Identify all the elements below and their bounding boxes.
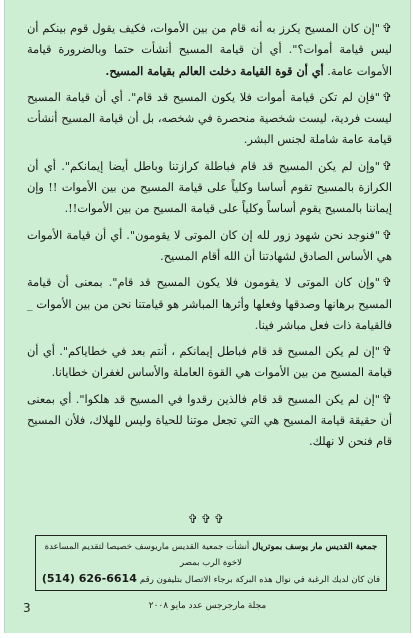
- paragraph-highlight: أي أن قوة القيامة دخلت العالم بقيامة المسيح.: [105, 63, 324, 78]
- article-body: [27, 18, 392, 458]
- paragraph: ✞"إن لم يكن المسيح قد قام فالذين رقدوا في المسيح قد هلكوا". أي بمعنى أن حقيقة قيامة المسيح هي التي تجعل موتنا للحياة وليس للهلاك، فلأن المسيح قام فنحن لا نهلك.: [27, 391, 392, 449]
- notice-contact-text: فان كان لديك الرغبة في نوال هذه البركة برجاء الاتصال بتليفون رقم: [139, 575, 381, 585]
- cross-icon: ✞: [381, 158, 392, 173]
- notice-line-2: [36, 571, 386, 588]
- paragraph: ✞"إن لم يكن المسيح قد قام فباطل إيمانكم ، أنتم بعد في خطاياكم". أي أن قيامة المسيح من بين الأموات هي القوة العاملة والأساس لغفران خطايانا.: [27, 344, 392, 380]
- cross-icon: ✞: [381, 21, 392, 35]
- cross-icon: ✞: [381, 227, 392, 242]
- association-notice-box: [35, 535, 387, 591]
- notice-line-1: [36, 539, 386, 571]
- paragraph-text: فنوجد نحن شهود زور لله إن كان الموتى لا يقومون". أي أن قيامة الأموات هي الأساس الصادق لشهادتنا أن الله أقام المسيح.: [27, 228, 392, 263]
- notice-phone: (514) 626-6614: [41, 572, 137, 585]
- cross-icon: ✞: [381, 89, 392, 104]
- paragraph-text: فإن لم تكن قيامة أموات فلا يكون المسيح قد قام". أي أن قيامة المسيح ليست فردية، ليست شخصية منحصرة في شخصه، بل أن قيامة المسيح أنشأت قيامة عامة شاملة لجنس البشر.: [27, 90, 392, 147]
- paragraph: ✞"إن كان المسيح يكرز به أنه قام من بين الأموات، فكيف يقول قوم بينكم أن ليس قيامة أموات؟". أي أن قيامة المسيح أنشأت حتما وبالضرورة قيامة الأموات عامة. أي أن قوة القيامة دخلت العالم بقيامة المسيح.: [27, 21, 392, 78]
- paragraph-text: إن كان المسيح يكرز به أنه قام من بين الأموات، فكيف يقول قوم بينكم أن ليس قيامة أموات؟". أي أن قيامة المسيح أنشأت حتما وبالضرورة قيامة الأموات عامة.: [27, 22, 392, 78]
- paragraph-text: إن لم يكن المسيح قد قام فباطل إيمانكم ، أنتم بعد في خطاياكم". أي أن قيامة المسيح من بين الأموات هي القوة العاملة والأساس لغفران خطايانا.: [27, 345, 392, 380]
- paragraph: ✞"فإن لم تكن قيامة أموات فلا يكون المسيح قد قام". أي أن قيامة المسيح ليست فردية، ليست شخصية منحصرة في شخصه، بل أن قيامة المسيح أنشأت قيامة عامة شاملة لجنس البشر.: [27, 89, 392, 147]
- paragraph-text: إن لم يكن المسيح قد قام فالذين رقدوا في المسيح قد هلكوا". أي بمعنى أن حقيقة قيامة المسيح هي التي تجعل موتنا للحياة وليس للهلاك، فلأن المسيح قام فنحن لا نهلك.: [27, 392, 392, 449]
- paragraph-text: وإن كان الموتى لا يقومون فلا يكون المسيح قد قام". بمعنى أن قيامة المسيح برهانها وصدقها وفعلها وأثرها المباشر هو قيامتنا نحن من بين الأموات _ فالقيامة ذات فعل مباشر فينا.: [27, 276, 392, 332]
- page: [4, 0, 411, 633]
- cross-icon: ✞: [381, 391, 392, 406]
- notice-title: جمعية القديس مار يوسف بموتريال: [252, 542, 378, 552]
- paragraph-text: وإن لم يكن المسيح قد قام فباطلة كرازتنا وباطل أيضا إيمانكم". أي أن الكرازة بالمسيح تقوم أساسا وكلياً على قيامة المسيح من بين الأموات !! وإن إيماننا بالمسيح يقوم أساساً وكلياً على قيامة المسيح من بين الأموات!!.: [27, 159, 392, 216]
- cross-icon: ✞: [381, 275, 392, 290]
- paragraph: ✞"وإن كان الموتى لا يقومون فلا يكون المسيح قد قام". بمعنى أن قيامة المسيح برهانها وصدقها وفعلها وأثرها المباشر هو قيامتنا نحن من بين الأموات _ فالقيامة ذات فعل مباشر فينا.: [27, 275, 392, 332]
- paragraph: ✞"وإن لم يكن المسيح قد قام فباطلة كرازتنا وباطل أيضا إيمانكم". أي أن الكرازة بالمسيح تقوم أساسا وكلياً على قيامة المسيح من بين الأموات !! وإن إيماننا بالمسيح يقوم أساساً وكلياً على قيامة المسيح من بين الأموات!!.: [27, 158, 392, 216]
- magazine-footer: مجلة مارجرجس عدد مايو ٢٠٠٨: [148, 601, 267, 611]
- paragraph: ✞"فنوجد نحن شهود زور لله إن كان الموتى لا يقومون". أي أن قيامة الأموات هي الأساس الصادق لشهادتنا أن الله أقام المسيح.: [27, 227, 392, 263]
- cross-icon: ✞: [381, 344, 392, 359]
- cross-ornament-icon: ✞✞✞: [187, 512, 228, 526]
- page-number: 3: [23, 601, 31, 615]
- notice-text: أنشأت جمعية القديس ماريوسف خصيصا لتقديم المساعدة لاخوة الرب بمصر: [44, 542, 253, 568]
